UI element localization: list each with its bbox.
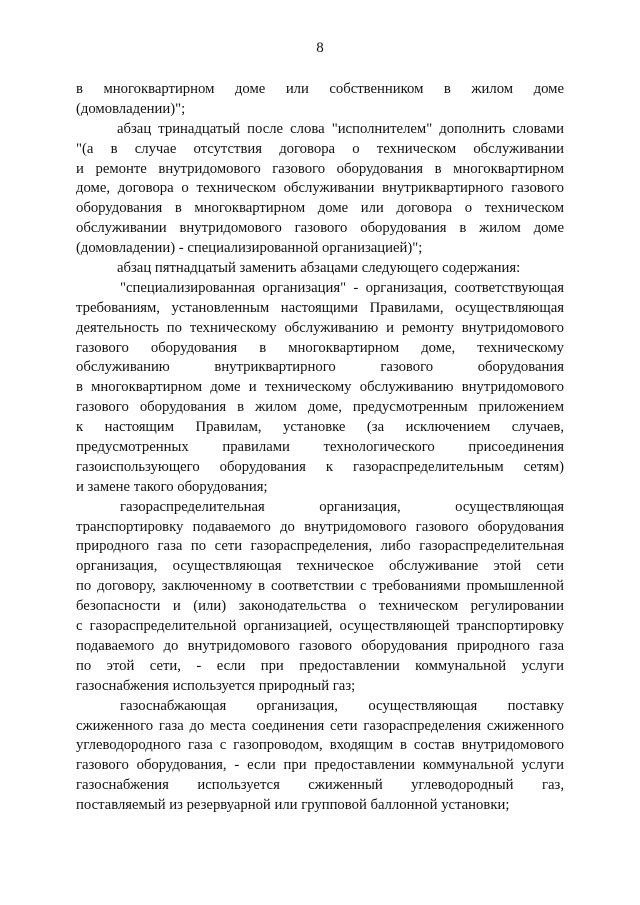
- text-line: в многоквартирном доме и техническому обслуживанию внутридомового: [76, 379, 564, 396]
- text-line: газоснабжающая организация, осуществляющая поставку: [120, 697, 564, 714]
- text-line: абзац тринадцатый после слова "исполнителем" дополнить словами: [117, 120, 564, 137]
- text-line: по этой сети, - если при предоставлении коммунальной услуги: [76, 657, 564, 674]
- text-line: с газораспределительной организацией, осуществляющей транспортировку: [76, 618, 564, 635]
- text-line: предусмотренных правилами технологического присоединения: [76, 439, 564, 456]
- text-line: "(а в случае отсутствия договора о техническом обслуживании: [76, 140, 564, 157]
- text-line: обслуживанию внутриквартирного газового оборудования: [76, 359, 564, 376]
- text-line: обслуживании внутридомового газового оборудования в жилом доме: [76, 220, 564, 237]
- text-line: сжиженного газа до места соединения сети газораспределения сжиженного: [76, 717, 564, 734]
- document-body: [76, 80, 564, 816]
- text-line: газового оборудования в жилом доме, предусмотренным приложением: [76, 399, 564, 416]
- text-line: (домовладении)";: [76, 100, 186, 117]
- text-line: газового оборудования, - если при предоставлении коммунальной услуги: [76, 757, 564, 774]
- text-line: безопасности и (или) законодательства о техническом регулировании: [76, 598, 564, 615]
- text-line: транспортировку подаваемого до внутридомового газового оборудования: [76, 518, 564, 535]
- text-line: по договору, заключенному в соответствии с требованиями промышленной: [76, 578, 564, 595]
- text-line: абзац пятнадцатый заменить абзацами следующего содержания:: [117, 260, 521, 277]
- text-line: газоснабжения используется природный газ;: [76, 677, 356, 694]
- text-line: деятельность по техническому обслуживанию и ремонту внутридомового: [76, 319, 564, 336]
- text-line: подаваемого до внутридомового газового оборудования природного газа: [76, 637, 564, 654]
- text-line: газоснабжения используется сжиженный углеводородный газ,: [76, 777, 564, 794]
- text-line: "специализированная организация" - организация, соответствующая: [120, 279, 564, 296]
- text-line: доме, договора о техническом обслуживании внутриквартирного газового: [76, 180, 564, 197]
- text-line: требованиям, установленным настоящими Правилами, осуществляющая: [76, 299, 564, 316]
- page-number: 8: [316, 40, 324, 56]
- text-line: и замене такого оборудования;: [76, 478, 268, 495]
- text-line: к настоящим Правилам, установке (за исключением случаев,: [76, 419, 564, 436]
- text-line: газораспределительная организация, осуществляющая: [120, 498, 564, 515]
- text-line: оборудования в многоквартирном доме или договора о техническом: [76, 200, 564, 217]
- text-line: углеводородного газа с газопроводом, входящим в состав внутридомового: [76, 737, 564, 754]
- text-line: и ремонте внутридомового газового оборудования в многоквартирном: [76, 160, 564, 177]
- text-line: газоиспользующего оборудования к газораспределительным сетям): [76, 458, 564, 475]
- text-line: природного газа по сети газораспределения, либо газораспределительная: [76, 538, 564, 555]
- text-line: организация, осуществляющая техническое обслуживание этой сети: [76, 558, 564, 575]
- text-line: в многоквартирном доме или собственником в жилом доме: [76, 81, 564, 97]
- text-line: (домовладении) - специализированной организацией)";: [76, 240, 423, 257]
- text-line: газового оборудования в многоквартирном доме, техническому: [76, 339, 564, 356]
- text-line: поставляемый из резервуарной или групповой баллонной установки;: [76, 797, 510, 814]
